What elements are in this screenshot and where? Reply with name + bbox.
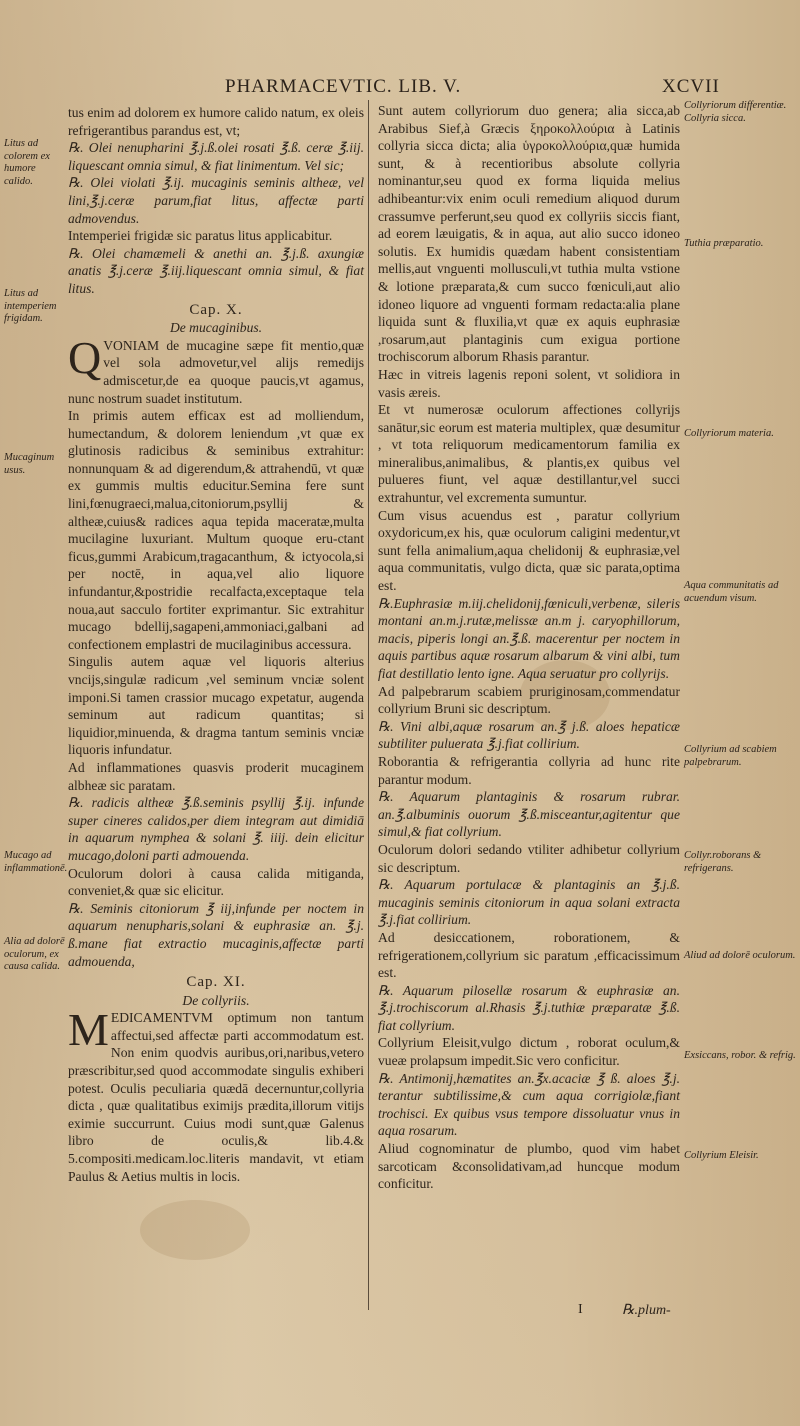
margin-note-litus-frigidam: Litus ad intemperiem frigidam. — [4, 288, 57, 324]
recipe-paragraph: ℞. Olei nenupharini ℥.j.ß.olei rosati ℥.ß. ceræ ℥.iij. liquescant omnia simul, & fiat linimentum. Vel sic; — [68, 140, 364, 173]
left-column — [68, 104, 364, 1185]
paragraph: Collyrium Eleisit,vulgo dictum , roborat oculum,& vueæ prolapsum impedit.Sic vero conficitur. — [378, 1035, 680, 1069]
running-title: PHARMACEVTIC. LIB. V. — [225, 76, 462, 97]
paragraph: Hæc in vitreis lagenis reponi solent, vt solidiora in vasis æreis. — [378, 366, 680, 400]
margin-note-collyrium-eleisir: Collyrium Eleisir. — [684, 1150, 759, 1161]
recipe-paragraph: ℞. Olei violati ℥.ij. mucaginis seminis altheæ, vel lini,℥.j.ceræ parum,fiat litus, affectæ parti admovendus. — [68, 175, 364, 226]
drop-capital: Q — [68, 331, 102, 383]
margin-note-litus-calido: Litus ad colorem ex humore calido. — [4, 138, 50, 187]
column-rule — [368, 100, 369, 1310]
paragraph: EDICAMENTVM optimum non tantum affectui,sed affectæ parti accommodatum est. Non enim quodvis auribus,ori,naribus,vetero præscribitur,sed quod accommodate singulis exhiberi potest. Oculis peculiaria quædā decernuntur,collyria dicta , quæ qualitatibus eximijs prædita,illorum vitijs eximie succurrunt. Cuius modi sunt,quæ Galenus libro de oculis,& lib.4.& 5.compositi.medicam.loc.literis mandavit, vt etiam Paulus & Aetius multis in locis. — [68, 1010, 364, 1184]
margin-note-aqua-communitatis: Aqua communitatis ad acuendum visum. — [684, 580, 779, 604]
recipe-paragraph: ℞. Seminis citoniorum ℥ iij,infunde per noctem in aquarum nenupharis,solani & euphrasiæ an. ℥.j. ß.mane fiat extractio mucaginis,affectæ parti admouenda, — [68, 900, 364, 969]
margin-note-aliud-dolorem: Aliud ad dolorē oculorum. — [684, 950, 796, 961]
margin-note-alia-dolore: Alia ad dolorē oculorum, ex causa calida. — [4, 936, 65, 972]
margin-note-tuthia: Tuthia præparatio. — [684, 238, 764, 249]
margin-note-collyr-roborans: Collyr.roborans & refrigerans. — [684, 850, 762, 874]
recipe-paragraph: ℞. Aquarum plantaginis & rosarum rubrar. an.℥.albuminis ouorum ℥.ß.misceantur,agitentur que simul,& fiat collyrium. — [378, 789, 680, 840]
paragraph: Sunt autem collyriorum duo genera; alia sicca,ab Arabibus Sief,à Græcis ξηροκολλούρια à Latinis collyria sicca dicta; alia ὑγροκολλούρια,quæ humida sunt, & à recentioribus absolute collyria nominantur,seu quod ex forma liquida melius adhibeantur:vix enim oculi remedium aliquod durum crassumve perferunt,seu quod ex collyriis siccis fiant, ad eorem læuigatis, & in aqua, aut alio succo idoneo solutis. Ex humidis quædam habent consistentiam mellis,aut vnguenti mollusculi,vt tuthia multa vstione & lotione præparata,& cum succo fœniculi,aut alio idoneo liquore ad vnguenti formam redacta:alia plane liquida sunt & fluxilia,vt quæ ex aquis euphrasiæ ,rosarum,aut plantaginis cum exigua portione trochiscorum alborum Rhasis parantur. — [378, 103, 680, 365]
chapter-heading: Cap. XI. — [186, 974, 246, 991]
paragraph: Ad desiccationem, roborationem, & refrigerationem,collyrium sic paratum ,efficacissimum est. — [378, 929, 680, 981]
paragraph: In primis autem efficax est ad molliendum, humectandum, & dolorem leniendum ,vt quæ ex glutinosis radicibus & seminibus extrahitur: nonnunquam & ad digerendum,& attrahendū, vt quæ ex gummis multis educitur.Semina fere sunt lini,fœnugraeci,malua,citoniorum,psyllij & altheæ,cuius& radices aqua tepida maceratæ,multa mucilagine luxuriant. Multum quoque eru-ctant ficus,gummi Arabicum,tragacanthum, & ictyocola,si per noctē, in aqua,vel alio liquore infundantur,&postridie recalfacta,exceptaque tela noua,aut sacculo fortiter exprimantur. Sic extrahitur mucago bdellij,sagapeni,ammoniaci,galbani ad confectionem emplastri de mucilaginibus accessura. — [68, 408, 364, 652]
recipe-paragraph: ℞. Vini albi,aquæ rosarum an.℥ j.ß. aloes hepaticæ subtiliter puluerata ℥.j.fiat collirium. — [378, 718, 680, 752]
paragraph: Aliud cognominatur de plumbo, quod vim habet sarcoticam &consolidativam,ad huncque modum conficitur. — [378, 1141, 680, 1192]
margin-note-exsiccans: Exsiccans, robor. & refrig. — [684, 1050, 796, 1061]
recipe-paragraph: ℞.Euphrasiæ m.iij.chelidonij,fœniculi,verbenæ, sileris montani an.m.j.rutæ,melissæ an.m j. caryophillorum, macis, piperis longi an.℥.ß. macerentur per noctem in aquis partibus aquæ rosarum albarum & vini albi, tum fiat destillatio lento igne. Aqua seruatur pro collyrijs. — [378, 595, 680, 681]
paragraph: Et vt numerosæ oculorum affectiones collyrijs sanātur,sic eorum est materia multiplex, quæ desumitur , vt tota reliquorum medicamentorum familia ex mineralibus,animalibus, & plantis,ex quibus vel pulueres fiunt, vel aquæ destillantur,vel succi extrahuntur, vel excrementa sumuntur. — [378, 402, 680, 506]
paragraph: Oculorum dolori sedando vtiliter adhibetur collyrium sic descriptum. — [378, 841, 680, 875]
recipe-paragraph: ℞. Aquarum portulacæ & plantaginis an ℥.j.ß. mucaginis seminis citoniorum in aqua solani extracta ℥.j.fiat collirium. — [378, 877, 680, 928]
folio-number: XCVII — [662, 76, 720, 97]
paragraph: Cum visus acuendus est , paratur collyrium oxydoricum,ex his, quæ oculorum caligini medentur,vt sunt fella animalium,aqua chelidonij & euphrasiæ,vel aqua communitatis, vulgo dicta, quæ sic parata,optima est. — [378, 507, 680, 594]
recipe-paragraph: ℞. Aquarum pilosellæ rosarum & euphrasiæ an. ℥.j.trochiscorum al.Rhasis ℥.j.tuthiæ præparatæ ℥.ß. fiat collyrium. — [378, 982, 680, 1033]
paragraph: Intemperiei frigidæ sic paratus litus applicabitur. — [68, 228, 333, 244]
margin-note-collyrium-scabiem: Collyrium ad scabiem palpebrarum. — [684, 744, 777, 768]
margin-note-mucago-inflammatione: Mucago ad inflammationē. — [4, 850, 68, 874]
paper-stain — [140, 1200, 250, 1260]
chapter-subtitle: De collyriis. — [182, 992, 250, 1008]
drop-capital: M — [68, 1004, 109, 1056]
chapter-subtitle: De mucaginibus. — [169, 320, 263, 336]
margin-note-collyriorum-differentia: Collyriorum differentiæ. Collyria sicca. — [684, 100, 787, 124]
recipe-paragraph: ℞. Olei chamæmeli & anethi an. ℥.j.ß. axungiæ anatis ℥.j.ceræ ℥.iij.liquescant omnia simul, & fiat litus. — [68, 245, 364, 296]
paragraph: Singulis autem aquæ vel liquoris alterius vncijs,singulæ radicum ,vel seminum vnciæ solent imponi.Si tamen crassior mucago expetatur, augenda seminum aut radicum quantitas; si liquidior,minuenda, & dragma tantum seminis vnciæ liquoris infundatur. — [68, 654, 364, 758]
margin-note-mucaginum-usus: Mucaginum usus. — [4, 452, 55, 476]
chapter-heading: Cap. X. — [189, 301, 243, 318]
signature-mark: I — [578, 1302, 583, 1317]
right-column — [378, 102, 680, 1193]
recipe-paragraph: ℞. radicis altheæ ℥.ß.seminis psyllij ℥.ij. infunde super cineres calidos,per diem integram aut dimidiā in aquarum nymphea & solani ℥. iiij. dein elicitur mucago,doloni parti admouenda. — [68, 795, 364, 863]
paragraph: Oculorum dolori à causa calida mitiganda, conveniet,& quæ sic elicitur. — [68, 865, 364, 899]
paragraph: Ad inflammationes quasvis proderit mucaginem albheæ sic paratam. — [68, 759, 364, 793]
paragraph: VONIAM de mucagine sæpe fit mentio,quæ vel sola admovetur,vel alijs remedijs admiscetur,de ea quoque paucis,vt agamus, nunc nostrum suadet institutum. — [68, 337, 364, 406]
paragraph: Ad palpebrarum scabiem pruriginosam,commendatur collyrium Bruni sic descriptum. — [378, 683, 680, 717]
running-header — [0, 76, 800, 102]
catchword: ℞.plum- — [622, 1303, 671, 1318]
paragraph: Roborantia & refrigerantia collyria ad hunc rite parantur modum. — [378, 753, 680, 787]
recipe-paragraph: ℞. Antimonij,hæmatites an.℥x.acaciæ ℥ ß. aloes ℥.j. terantur subtilissime,& cum aqua corrigiolæ,fiant trochisci. Ex quibus vsus tempore dissoluatur vnus in aqua rosarum. — [378, 1070, 680, 1139]
paragraph: tus enim ad dolorem ex humore calido natum, ex oleis refrigerantibus parandus est, vt; — [68, 105, 364, 138]
margin-note-collyriorum-materia: Collyriorum materia. — [684, 428, 774, 439]
